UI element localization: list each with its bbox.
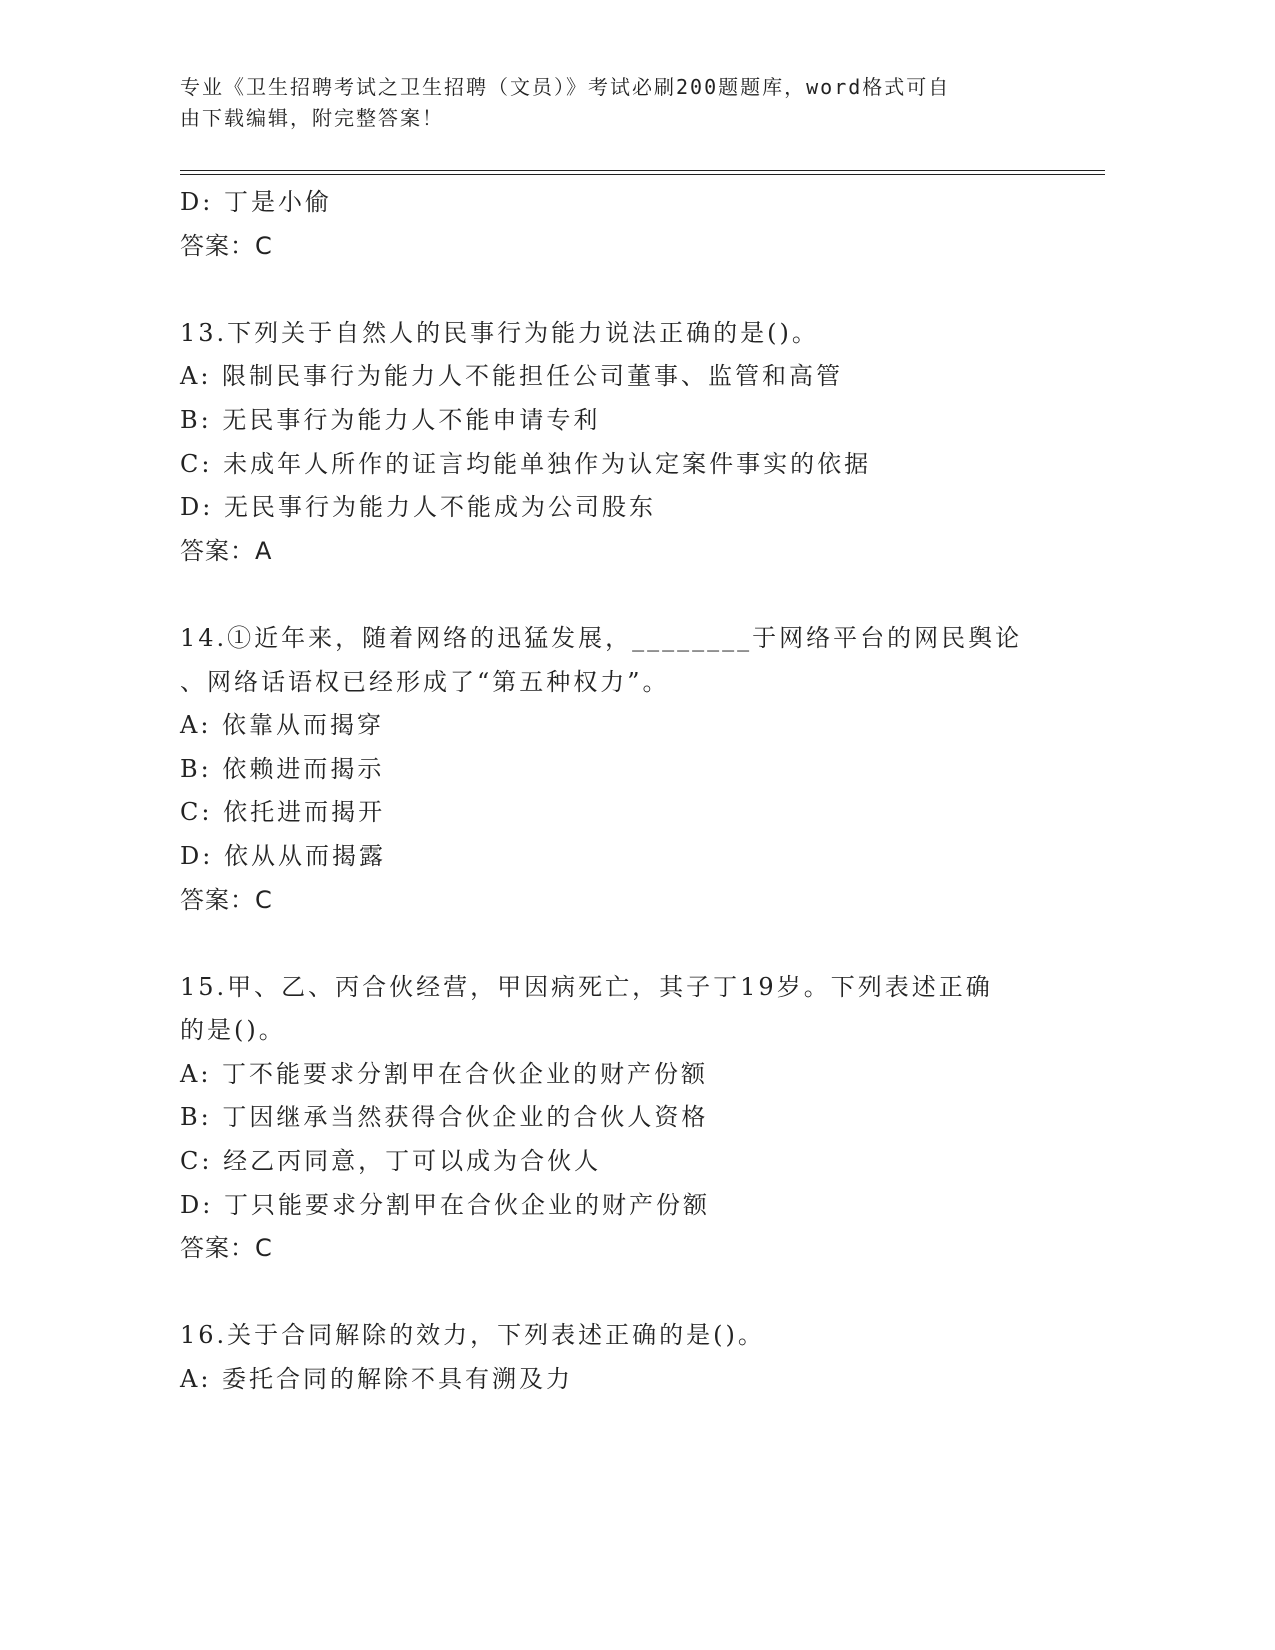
question-15 (180, 966, 1060, 1271)
header-line-2: 由下载编辑，附完整答案！ (180, 106, 444, 130)
question-stem-continued: 、网络话语权已经形成了“第五种权力”。 (180, 667, 670, 696)
spacer (180, 573, 1060, 617)
option-a: A: 限制民事行为能力人不能担任公司董事、监管和高管 (180, 362, 844, 391)
question-stem: 16.关于合同解除的效力，下列表述正确的是()。 (180, 1321, 765, 1350)
prev-answer: 答案：C (180, 231, 273, 260)
question-stem: 14.①近年来，随着网络的迅猛发展，________于网络平台的网民舆论 (180, 623, 1023, 652)
option-b: B: 丁因继承当然获得合伙企业的合伙人资格 (180, 1103, 709, 1132)
option-a: A: 依靠从而揭穿 (180, 711, 385, 740)
header-rule-bottom (180, 174, 1105, 175)
option-b: B: 无民事行为能力人不能申请专利 (180, 405, 601, 434)
option-a: A: 委托合同的解除不具有溯及力 (180, 1365, 574, 1394)
option-c: C: 经乙丙同意，丁可以成为合伙人 (180, 1147, 602, 1176)
document-header (180, 72, 1060, 134)
question-16 (180, 1314, 1060, 1401)
question-stem-continued: 的是()。 (180, 1016, 286, 1045)
option-b: B: 依赖进而揭示 (180, 754, 385, 783)
question-14 (180, 617, 1060, 922)
spacer (180, 268, 1060, 312)
option-c: C: 依托进而揭开 (180, 798, 386, 827)
spacer (180, 922, 1060, 966)
header-rule-top (180, 170, 1105, 171)
question-13 (180, 312, 1060, 574)
header-line-1: 专业《卫生招聘考试之卫生招聘（文员）》考试必刷200题题库，word格式可自 (180, 75, 951, 99)
option-d: D: 丁只能要求分割甲在合伙企业的财产份额 (180, 1190, 710, 1219)
question-stem: 13.下列关于自然人的民事行为能力说法正确的是()。 (180, 318, 819, 347)
answer: 答案：A (180, 536, 273, 565)
option-d: D: 无民事行为能力人不能成为公司股东 (180, 493, 656, 522)
prev-option-d: D: 丁是小偷 (180, 188, 332, 216)
option-a: A: 丁不能要求分割甲在合伙企业的财产份额 (180, 1059, 709, 1088)
document-body (180, 181, 1060, 1402)
option-c: C: 未成年人所作的证言均能单独作为认定案件事实的依据 (180, 449, 872, 478)
answer: 答案：C (180, 1234, 273, 1263)
answer: 答案：C (180, 885, 273, 914)
option-d: D: 依从从而揭露 (180, 841, 386, 870)
spacer (180, 1271, 1060, 1315)
question-stem: 15.甲、乙、丙合伙经营，甲因病死亡，其子丁19岁。下列表述正确 (180, 972, 993, 1001)
